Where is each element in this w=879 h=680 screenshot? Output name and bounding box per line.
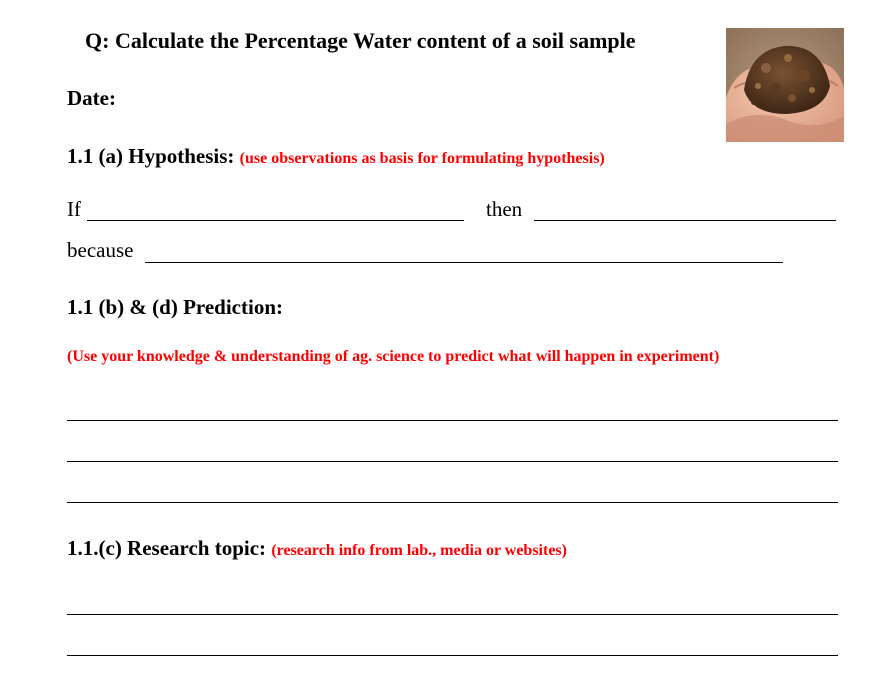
- page-title: Q: Calculate the Percentage Water content of a soil sample: [85, 28, 636, 53]
- prediction-heading: 1.1 (b) & (d) Prediction:: [67, 295, 283, 319]
- prediction-answer-line[interactable]: [67, 461, 838, 462]
- because-answer-line[interactable]: [145, 262, 783, 263]
- research-answer-line[interactable]: [67, 655, 838, 656]
- soil-in-hands-photo: [726, 28, 844, 142]
- research-heading: [67, 536, 567, 561]
- if-answer-line[interactable]: [87, 220, 464, 221]
- hypothesis-heading-text: 1.1 (a) Hypothesis:: [67, 144, 235, 168]
- if-label: If: [67, 197, 81, 221]
- prediction-answer-line[interactable]: [67, 502, 838, 503]
- prediction-hint: (Use your knowledge & understanding of ag. science to predict what will happen in experiment): [67, 348, 720, 365]
- because-label: because: [67, 238, 134, 262]
- hypothesis-hint: (use observations as basis for formulating hypothesis): [239, 150, 605, 167]
- hypothesis-heading: [67, 144, 605, 169]
- research-hint: (research info from lab., media or websites): [271, 542, 567, 559]
- research-answer-line[interactable]: [67, 614, 838, 615]
- prediction-answer-line[interactable]: [67, 420, 838, 421]
- then-answer-line[interactable]: [534, 220, 836, 221]
- date-label: Date:: [67, 86, 116, 110]
- research-heading-text: 1.1.(c) Research topic:: [67, 536, 267, 560]
- then-label: then: [486, 197, 523, 221]
